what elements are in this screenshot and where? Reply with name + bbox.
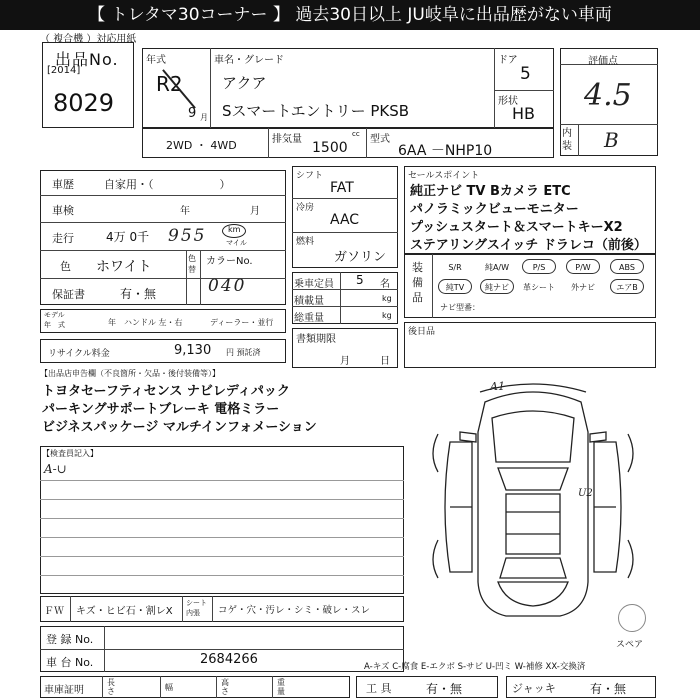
banner bbox=[0, 0, 700, 30]
declaration-line-2: パーキングサポートブレーキ 電格ミラー bbox=[42, 402, 280, 417]
sales-line-4: ステアリングスイッチ ドラレコ（前後） bbox=[410, 238, 647, 253]
equip-alloy: 純A/W bbox=[484, 263, 510, 272]
certificate-cell-3: 高さ bbox=[221, 678, 229, 696]
declaration-label: 【出品店申告欄（不良箇所・欠品・後付装備等）】 bbox=[40, 369, 220, 378]
capacity-unit: 名 bbox=[380, 279, 390, 290]
fuel-label: 燃料 bbox=[296, 237, 315, 247]
model-year-handle: ハンドル 左・右 bbox=[124, 318, 183, 327]
car-grade: Sスマートエントリー PKSB bbox=[222, 102, 410, 120]
color-label: 色 bbox=[60, 260, 71, 273]
doors-label: ドア bbox=[498, 55, 518, 66]
warranty-label: 保証書 bbox=[52, 288, 85, 301]
spare-label: スペア bbox=[616, 640, 644, 650]
shift-label: シフト bbox=[296, 171, 324, 181]
jack-value: 有・無 bbox=[590, 682, 627, 696]
displacement-unit: cc bbox=[352, 130, 360, 138]
payload-unit: kg bbox=[382, 294, 392, 303]
defects-fw: ＦＷ bbox=[44, 606, 64, 617]
registration-label: 登 録 No. bbox=[46, 633, 94, 646]
equip-tv: 純TV bbox=[438, 279, 472, 294]
model-label: 型式 bbox=[370, 134, 390, 145]
equip-leather: 革シート bbox=[523, 283, 555, 292]
diagram-mark-right: U2 bbox=[578, 488, 593, 499]
navi-model-label: ナビ型番： bbox=[440, 303, 480, 312]
later-box bbox=[404, 322, 656, 368]
displacement-label: 排気量 bbox=[272, 134, 302, 145]
interior-value: B bbox=[604, 128, 619, 152]
later-label: 後日品 bbox=[408, 327, 436, 337]
gross-weight-unit: kg bbox=[382, 311, 392, 320]
interior-label: 内装 bbox=[562, 128, 572, 152]
gross-weight-label: 総重量 bbox=[294, 313, 324, 324]
lot-stamp: [2014] bbox=[47, 65, 81, 76]
documents-month: 月 bbox=[340, 356, 350, 367]
color-value: ホワイト bbox=[96, 259, 152, 275]
defects-fw-items: キズ・ヒビ石・割レX bbox=[76, 606, 173, 617]
year-label: 年式 bbox=[146, 55, 166, 66]
model-year-unit: 年 bbox=[108, 318, 116, 327]
shift-value: FAT bbox=[330, 180, 354, 196]
inspection-month-unit: 月 bbox=[250, 206, 260, 217]
equip-sr: S/R bbox=[448, 263, 462, 272]
spare-circle bbox=[618, 604, 646, 632]
lot-box bbox=[42, 42, 134, 128]
declaration-line-1: トヨタセーフティセンス ナビレディパック bbox=[42, 384, 290, 399]
defects-seat: シート 内張 bbox=[186, 599, 207, 617]
ac-label: 冷房 bbox=[296, 203, 315, 213]
doors-value: 5 bbox=[520, 64, 531, 84]
color-code-label: カラーNo. bbox=[206, 256, 253, 267]
year-era: R2 bbox=[156, 72, 183, 96]
car-label: 車名・グレード bbox=[214, 55, 284, 66]
lot-label: 出品No. bbox=[55, 50, 119, 69]
inspector-box bbox=[40, 446, 404, 594]
lot-number: 8029 bbox=[53, 89, 115, 117]
displacement-value: 1500 bbox=[312, 140, 348, 156]
tools-label: 工 具 bbox=[366, 682, 392, 695]
year-month-unit: 月 bbox=[200, 113, 208, 122]
documents-label: 書類期限 bbox=[296, 334, 336, 345]
payload-label: 積載量 bbox=[294, 296, 324, 307]
capacity-label: 乗車定員 bbox=[294, 279, 334, 290]
certificate-cell-2: 幅 bbox=[165, 683, 173, 692]
jack-label: ジャッキ bbox=[512, 682, 556, 695]
warranty-value: 有・無 bbox=[120, 287, 157, 301]
banner-text: 【 トレタマ30コーナー 】 過去30日以上 JU岐阜に出品歴がない車両 bbox=[88, 5, 612, 25]
sales-label: セールスポイント bbox=[408, 171, 480, 181]
ac-value: AAC bbox=[330, 212, 360, 228]
equip-pw: P/W bbox=[566, 259, 600, 274]
model-value: 6AA －NHP10 bbox=[398, 143, 493, 159]
body-value: HB bbox=[512, 104, 536, 123]
tools-value: 有・無 bbox=[426, 682, 463, 696]
equip-ps: P/S bbox=[522, 259, 556, 274]
subheader: （ 複合機 ）対応用紙 bbox=[40, 34, 137, 45]
recycle-label: リサイクル料金 bbox=[48, 349, 110, 359]
score-value: 4.5 bbox=[584, 78, 632, 113]
score-label: 評価点 bbox=[588, 56, 618, 67]
equipment-label: 装備品 bbox=[412, 261, 423, 304]
legend: A-キズ C-腐食 E-エクボ S-サビ U-凹ミ W-補修 XX-交換済 bbox=[364, 662, 586, 672]
history-label: 車歴 bbox=[52, 178, 74, 191]
model-year-label2: 年 式 bbox=[44, 321, 65, 329]
certificate-cell-4: 重量 bbox=[277, 678, 285, 696]
mileage-unit-mile: マイル bbox=[226, 239, 247, 247]
certificate-row bbox=[40, 676, 350, 698]
mileage-unit-km: km bbox=[228, 225, 241, 234]
car-diagram bbox=[410, 372, 656, 624]
inspection-label: 車検 bbox=[52, 204, 74, 217]
inspection-year-unit: 年 bbox=[180, 206, 190, 217]
equip-ext-navi: 外ナビ bbox=[571, 283, 595, 292]
body-label: 形状 bbox=[498, 96, 518, 107]
sales-line-2: パノラミックビューモニター bbox=[410, 202, 579, 217]
equip-abs: ABS bbox=[610, 259, 644, 274]
color-code: 040 bbox=[208, 276, 247, 296]
model-year-dealer: ディーラー・並行 bbox=[210, 318, 274, 327]
certificate-cell-1: 長さ bbox=[107, 678, 115, 696]
mileage-printed: 4万 0千 bbox=[106, 230, 150, 244]
car-name: アクア bbox=[222, 74, 267, 92]
chassis-label: 車 台 No. bbox=[46, 656, 94, 669]
sales-line-1: 純正ナビ TV Bカメラ ETC bbox=[410, 184, 571, 199]
capacity-value: 5 bbox=[356, 273, 364, 287]
certificate-label: 車庫証明 bbox=[44, 685, 84, 696]
diagram-mark-top: A1 bbox=[490, 380, 505, 393]
color-change-label: 色替 bbox=[188, 254, 196, 274]
sales-line-3: プッシュスタート＆スマートキーX2 bbox=[410, 220, 623, 235]
chassis-value: 2684266 bbox=[200, 652, 258, 667]
history-options: 自家用・（ ） bbox=[104, 178, 231, 191]
documents-day: 日 bbox=[380, 356, 390, 367]
inspector-note: A-∪ bbox=[44, 462, 67, 476]
recycle-value: 9,130 bbox=[174, 343, 212, 358]
model-year-label1: モデル bbox=[44, 311, 65, 319]
equip-navi: 純ナビ bbox=[480, 279, 514, 294]
fuel-value: ガソリン bbox=[334, 250, 387, 265]
drive: 2WD ・ 4WD bbox=[166, 139, 237, 152]
inspector-label: 【検査員記入】 bbox=[42, 449, 98, 458]
recycle-unit: 円 預託済 bbox=[226, 348, 261, 357]
mileage-handwritten: 955 bbox=[168, 226, 207, 246]
mileage-label: 走行 bbox=[52, 232, 74, 245]
defects-seat-items: コゲ・穴・汚レ・シミ・破レ・スレ bbox=[218, 605, 371, 616]
year-month: 9 bbox=[188, 106, 197, 121]
declaration-line-3: ビジネスパッケージ マルチインフォメーション bbox=[42, 420, 317, 435]
equip-airbag: エアB bbox=[610, 279, 644, 294]
